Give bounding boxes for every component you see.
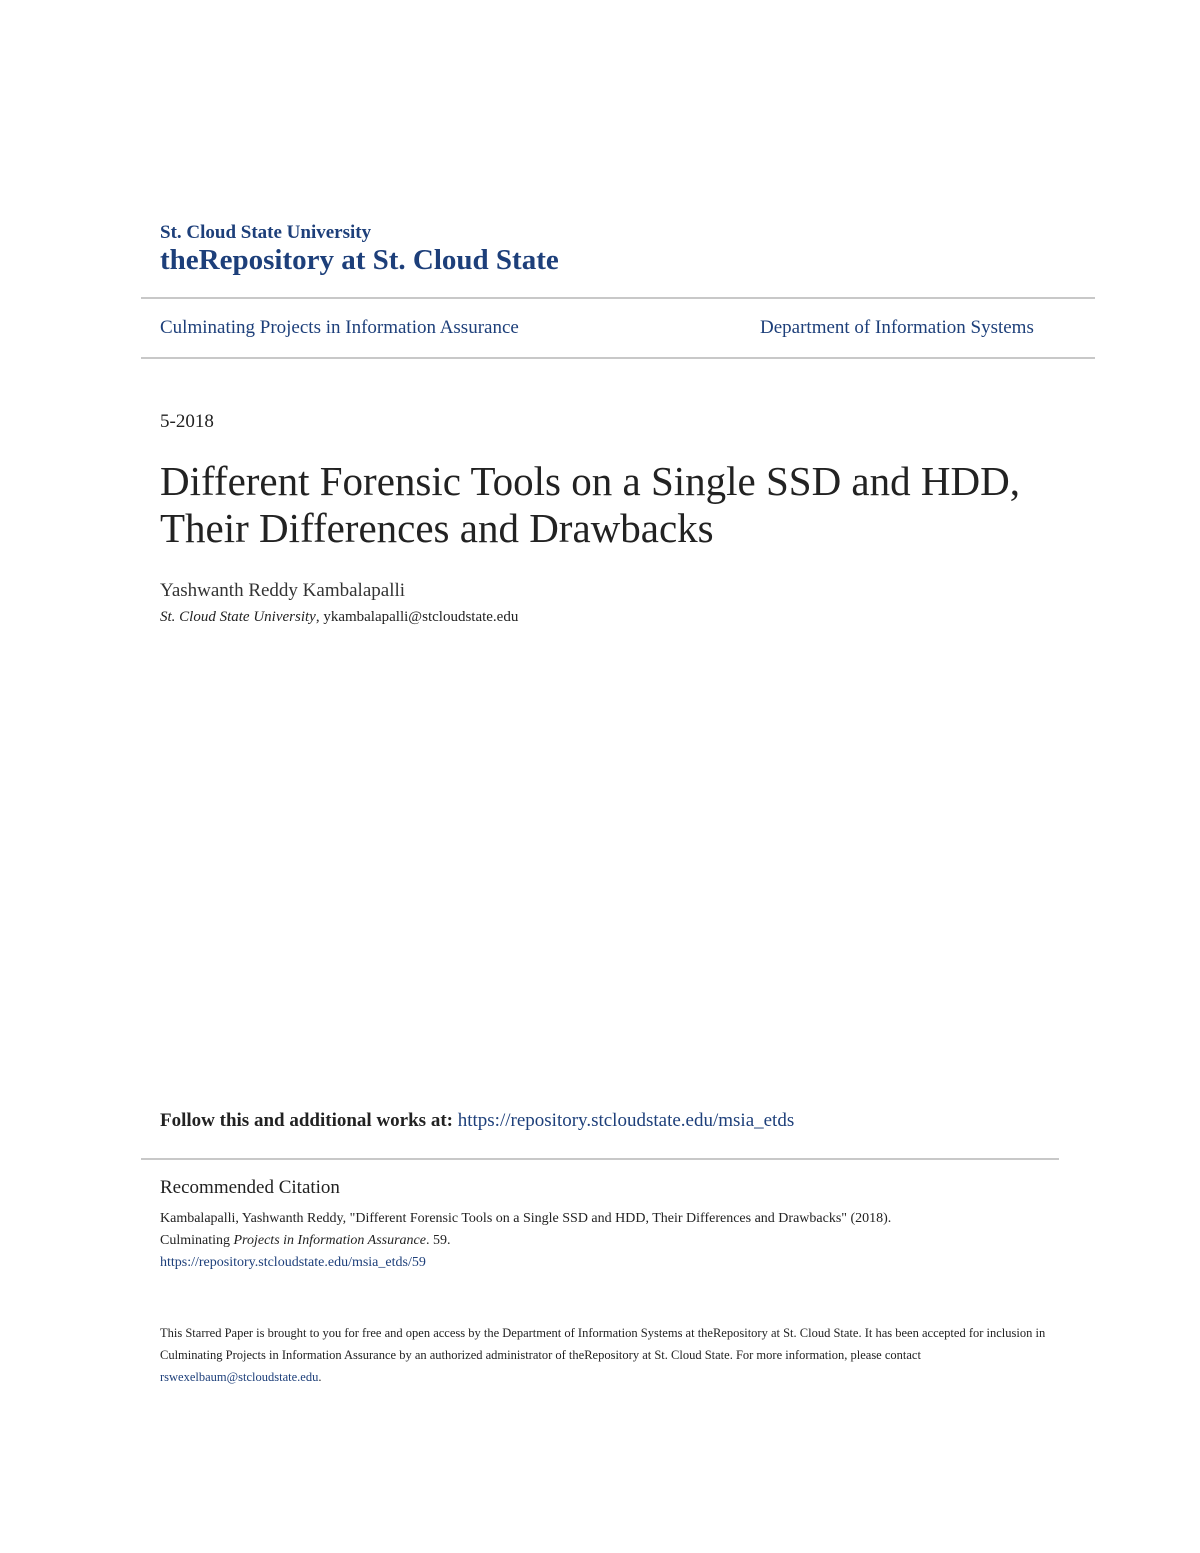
collection-link[interactable]: https://repository.stcloudstate.edu/msia_etds bbox=[457, 1110, 795, 1131]
citation-series-1: Culminating bbox=[160, 1233, 234, 1248]
follow-divider bbox=[141, 1158, 1059, 1160]
footer-notice bbox=[160, 1322, 1050, 1388]
author-affiliation bbox=[160, 609, 518, 626]
repository-name: theRepository at St. Cloud State bbox=[160, 244, 559, 276]
citation-heading: Recommended Citation bbox=[160, 1177, 340, 1198]
citation-body bbox=[160, 1208, 1060, 1274]
affiliation-institution: St. Cloud State University bbox=[160, 609, 316, 625]
top-divider bbox=[141, 297, 1095, 299]
series-link[interactable]: Culminating Projects in Information Assurance bbox=[160, 317, 519, 338]
footer-text: This Starred Paper is brought to you for free and open access by the Department of Information Systems at theRepository at St. Cloud State. It has been accepted for inclusion in Culminating Projects in Information Assurance by an authorized administrator of theRepository at St. Cloud State. For more information, please contact bbox=[160, 1326, 1046, 1362]
department-link[interactable]: Department of Information Systems bbox=[760, 317, 1034, 338]
author-email: , ykambalapalli@stcloudstate.edu bbox=[315, 609, 519, 625]
footer-end: . bbox=[318, 1370, 322, 1384]
citation-text: Kambalapalli, Yashwanth Reddy, "Different Forensic Tools on a Single SSD and HDD, Their Differences and Drawbacks" (2018). bbox=[160, 1211, 892, 1226]
university-name: St. Cloud State University bbox=[160, 222, 372, 243]
publication-date: 5-2018 bbox=[160, 411, 214, 432]
follow-label: Follow this and additional works at: bbox=[160, 1110, 453, 1131]
citation-link[interactable]: https://repository.stcloudstate.edu/msia_etds/59 bbox=[160, 1255, 426, 1270]
paper-title: Different Forensic Tools on a Single SSD and HDD, Their Differences and Drawbacks bbox=[160, 458, 1020, 551]
follow-line bbox=[160, 1110, 794, 1132]
citation-series-2: Projects in Information Assurance bbox=[233, 1233, 426, 1248]
citation-number: . 59. bbox=[426, 1233, 451, 1248]
contact-email-link[interactable]: rswexelbaum@stcloudstate.edu bbox=[160, 1370, 319, 1384]
author-name: Yashwanth Reddy Kambalapalli bbox=[160, 580, 406, 601]
nav-divider bbox=[141, 357, 1095, 359]
